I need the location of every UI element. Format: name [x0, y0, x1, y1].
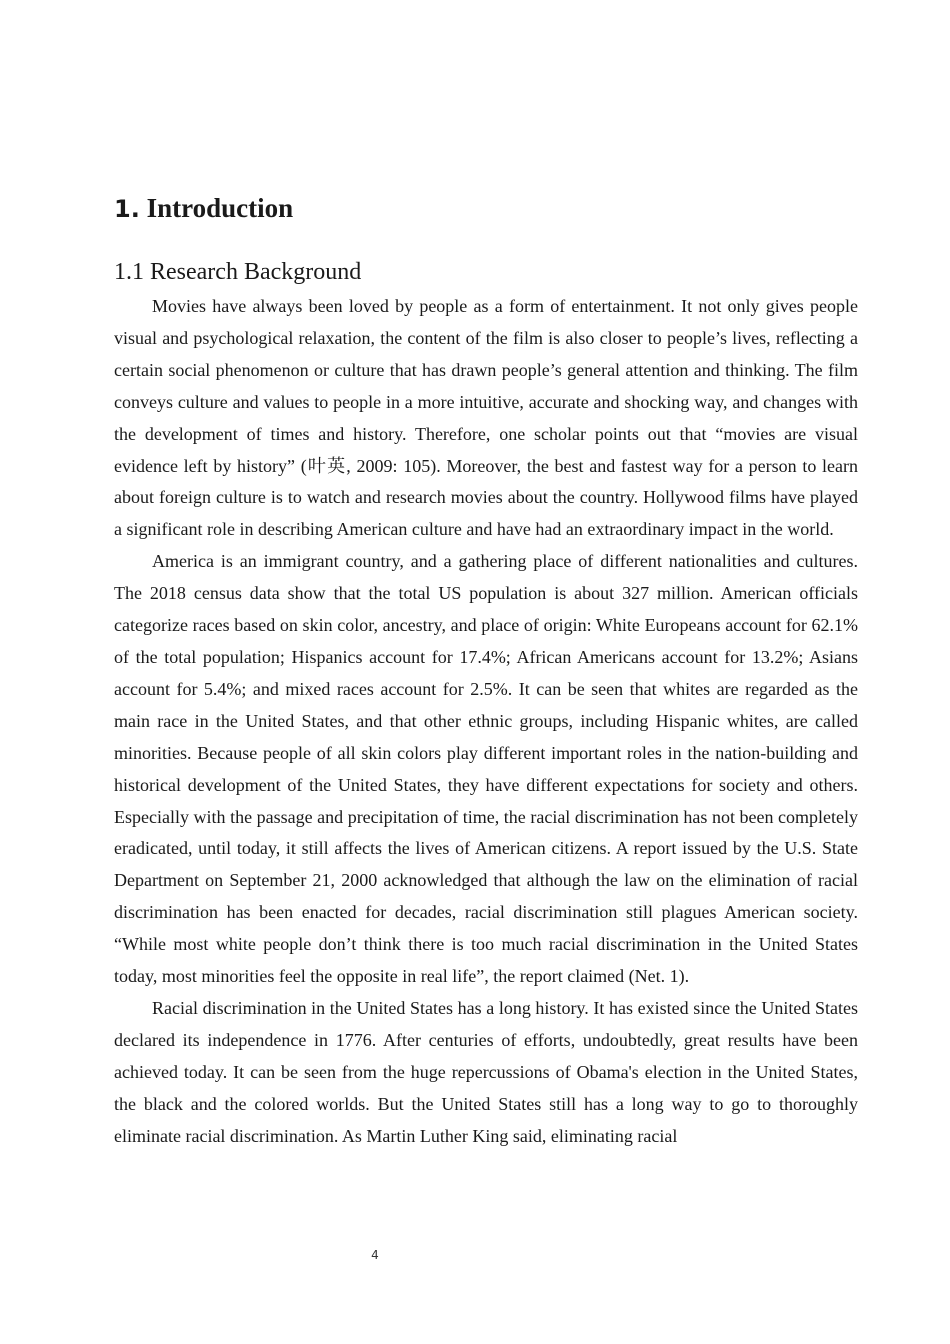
section-heading: 1.1 Research Background [114, 259, 362, 285]
chapter-heading [114, 191, 293, 226]
chapter-number: 1. [114, 195, 140, 223]
paragraph-2: America is an immigrant country, and a gathering place of different nationalities and cultures. The 2018 census data show that the total US population is about 327 million. American officials categorize races based on skin color, ancestry, and place of origin: White Europeans account for 62.1% of the total population; Hispanics account for 17.4%; African Americans account for 13.2%; Asians account for 5.4%; and mixed races account for 2.5%. It can be seen that whites are regarded as the main race in the United States, and that other ethnic groups, including Hispanic whites, are called minorities. Because people of all skin colors play different important roles in the nation-building and historical development of the United States, they have different expectations for society and others. Especially with the passage and precipitation of time, the racial discrimination has not been completely eradicated, until today, it still affects the lives of American citizens. A report issued by the U.S. State Department on September 21, 2000 acknowledged that although the law on the elimination of racial discrimination has been enacted for decades, racial discrimination still plagues American society. “While most white people don’t think there is too much racial discrimination in the United States today, most minorities feel the opposite in real life”, the report claimed (Net. 1). [114, 551, 858, 987]
page-number: 4 [371, 1248, 379, 1262]
paragraph-1: Movies have always been loved by people as a form of entertainment. It not only gives people visual and psychological relaxation, the content of the film is also closer to people’s lives, reflecting a certain social phenomenon or culture that has drawn people’s general attention and thinking. The film conveys culture and values to people in a more intuitive, accurate and shocking way, and changes with the development of times and history. Therefore, one scholar points out that “movies are visual evidence left by history” (叶英, 2009: 105). Moreover, the best and fastest way for a person to learn about foreign culture is to watch and research movies about the country. Hollywood films have played a significant role in describing American culture and have had an extraordinary impact in the world. [114, 296, 858, 540]
paragraph-3: Racial discrimination in the United States has a long history. It has existed since the United States declared its independence in 1776. After centuries of efforts, undoubtedly, great results have been achieved today. It can be seen from the huge repercussions of Obama's election in the United States, the black and the colored worlds. But the United States still has a long way to go to thoroughly eliminate racial discrimination. As Martin Luther King said, eliminating racial [114, 997, 858, 1146]
chapter-title: Introduction [146, 193, 294, 223]
body-text [114, 291, 858, 1152]
